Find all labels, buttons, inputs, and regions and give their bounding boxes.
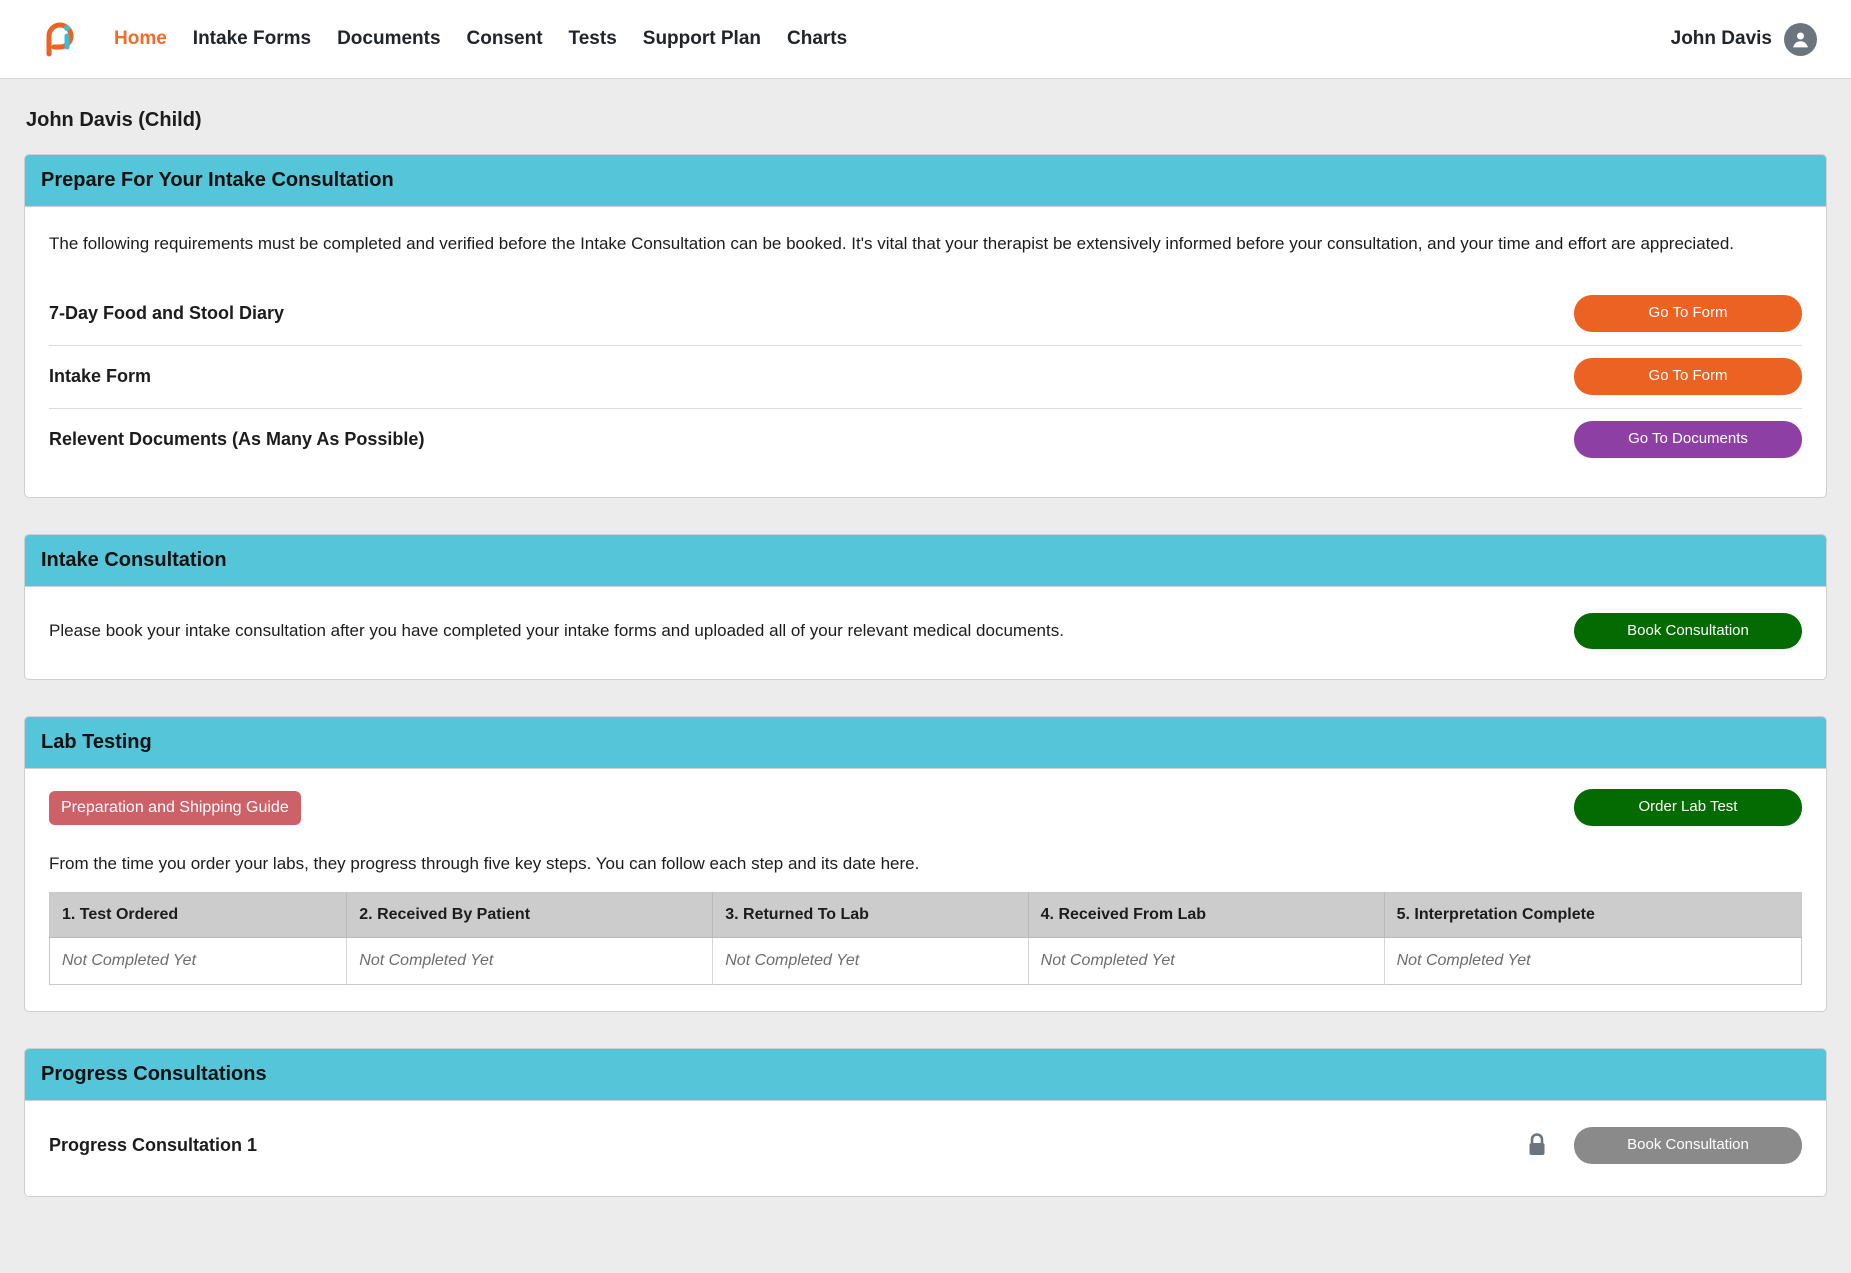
go-to-documents-button[interactable]: Go To Documents xyxy=(1574,421,1802,458)
lab-testing-card xyxy=(24,716,1827,1012)
nav-links xyxy=(114,28,847,50)
requirement-row xyxy=(49,346,1802,409)
intake-consultation-body xyxy=(25,587,1826,680)
top-navbar xyxy=(0,0,1851,79)
cell-received-from-lab: Not Completed Yet xyxy=(1028,938,1384,985)
nav-item-tests[interactable]: Tests xyxy=(568,28,617,49)
lab-testing-body xyxy=(25,769,1826,1011)
book-consultation-button[interactable]: Book Consultation xyxy=(1574,613,1802,650)
lab-testing-note: From the time you order your labs, they progress through five key steps. You can follow each step and its date here. xyxy=(49,854,920,874)
nav-user-name: John Davis xyxy=(1670,28,1772,49)
column-test-ordered: 1. Test Ordered xyxy=(50,893,347,938)
column-received-from-lab: 4. Received From Lab xyxy=(1028,893,1384,938)
requirement-row xyxy=(49,283,1802,346)
progress-consultations-body xyxy=(25,1101,1826,1196)
cell-received-by-patient: Not Completed Yet xyxy=(347,938,713,985)
requirement-row xyxy=(49,409,1802,471)
nav-item-documents[interactable]: Documents xyxy=(337,28,441,49)
intake-consultation-header: Intake Consultation xyxy=(25,535,1826,587)
progress-consultation-label: Progress Consultation 1 xyxy=(49,1134,258,1155)
prepare-card xyxy=(24,154,1827,498)
cell-test-ordered: Not Completed Yet xyxy=(50,938,347,985)
user-avatar-icon[interactable] xyxy=(1784,23,1817,56)
intake-consultation-card xyxy=(24,534,1827,681)
lab-testing-header: Lab Testing xyxy=(25,717,1826,769)
intake-consultation-row xyxy=(49,607,1802,654)
order-lab-test-button[interactable]: Order Lab Test xyxy=(1574,789,1802,826)
nav-item-support-plan[interactable]: Support Plan xyxy=(642,28,761,49)
book-consultation-button-progress-1[interactable]: Book Consultation xyxy=(1574,1127,1802,1164)
nav-item-charts[interactable]: Charts xyxy=(787,28,848,49)
progress-consultations-header: Progress Consultations xyxy=(25,1049,1826,1101)
intake-consultation-description: Please book your intake consultation after you have completed your intake forms and uploaded all of your relevant medical documents. xyxy=(49,621,1064,641)
table-row xyxy=(50,938,1802,985)
prepare-card-header: Prepare For Your Intake Consultation xyxy=(25,155,1826,207)
table-header-row xyxy=(50,893,1802,938)
cell-interpretation-complete: Not Completed Yet xyxy=(1384,938,1801,985)
prepare-card-body xyxy=(25,207,1826,497)
lock-icon xyxy=(1526,1132,1548,1158)
nav-item-intake-forms[interactable]: Intake Forms xyxy=(192,28,312,49)
page-title: John Davis (Child) xyxy=(26,109,202,131)
pi-logo-icon[interactable] xyxy=(34,13,86,65)
lab-progress-table xyxy=(49,892,1802,985)
progress-consultations-card xyxy=(24,1048,1827,1197)
nav-user-menu[interactable] xyxy=(1671,23,1817,56)
lab-testing-toolbar xyxy=(49,789,1802,826)
requirement-label-relevant-documents: Relevent Documents (As Many As Possible) xyxy=(49,428,425,449)
progress-consultation-row xyxy=(49,1121,1802,1170)
preparation-shipping-guide-link[interactable]: Preparation and Shipping Guide xyxy=(49,791,301,825)
prepare-description: The following requirements must be completed and verified before the Intake Consultation can be booked. It's vital that your therapist be extensively informed before your consultation, and your time and effort are appreciated. xyxy=(49,234,1735,253)
requirement-label-intake-form: Intake Form xyxy=(49,365,152,386)
progress-consultation-actions xyxy=(1526,1127,1802,1164)
go-to-form-button-intake-form[interactable]: Go To Form xyxy=(1574,358,1802,395)
column-interpretation-complete: 5. Interpretation Complete xyxy=(1384,893,1801,938)
requirement-label-food-diary: 7-Day Food and Stool Diary xyxy=(49,303,285,324)
column-returned-to-lab: 3. Returned To Lab xyxy=(713,893,1028,938)
go-to-form-button-food-diary[interactable]: Go To Form xyxy=(1574,295,1802,332)
cell-returned-to-lab: Not Completed Yet xyxy=(713,938,1028,985)
page-content xyxy=(0,79,1851,1273)
nav-item-home[interactable]: Home xyxy=(114,28,167,49)
column-received-by-patient: 2. Received By Patient xyxy=(347,893,713,938)
nav-item-consent[interactable]: Consent xyxy=(466,28,543,49)
